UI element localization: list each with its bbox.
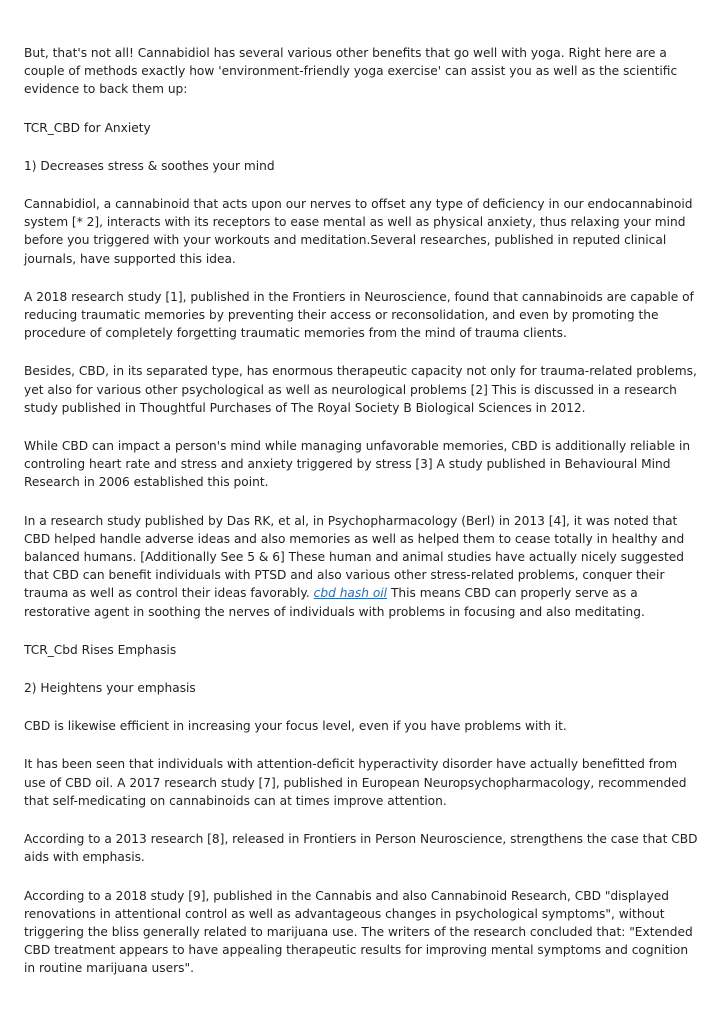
das-study-text-after: This means CBD can properly serve as a restorative agent in soothing the nerves of individuals with problems in focusing and also meditating. [24, 586, 645, 619]
subheading-heightens-emphasis: 2) Heightens your emphasis [24, 681, 196, 696]
section-heading-anxiety: TCR_CBD for Anxiety [24, 120, 151, 135]
cbd-hash-oil-link[interactable]: cbd hash oil [313, 586, 388, 601]
subheading-stress: 1) Decreases stress & soothes your mind [24, 158, 275, 173]
paragraph-2013-research: According to a 2013 research [8], released in Frontiers in Person Neuroscience, strengthens the case that CBD aids with emphasis. [24, 832, 698, 865]
paragraph-das-study [24, 512, 700, 621]
paragraph-cannabidiol-system: Cannabidiol, a cannabinoid that acts upon our nerves to offset any type of deficiency in our endocannabinoid system [* 2], interacts with its receptors to ease mental as well as physical anxiety, thus relaxing your mind before you triggered with your workouts and meditation.Several researches, published in reputed clinical journals, have supported this idea. [24, 197, 693, 266]
paragraph-2018-study: A 2018 research study [1], published in the Frontiers in Neuroscience, found that cannabinoids are capable of reducing traumatic memories by preventing their access or reconsolidation, and even by promoting the procedure of completely forgetting traumatic memories from the mind of trauma clients. [24, 289, 694, 341]
paragraph-2018-cannabis-study: According to a 2018 study [9], published in the Cannabis and also Cannabinoid Research, CBD "displayed renovations in attentional control as well as advantageous changes in psychological symptoms", without triggering the bliss generally related to marijuana use. The writers of the research concluded that: "Extended CBD treatment appears to have appealing therapeutic results for improving mental symptoms and cognition in routine marijuana users". [24, 888, 693, 976]
paragraph-adhd: It has been seen that individuals with attention-deficit hyperactivity disorder have actually benefitted from use of CBD oil. A 2017 research study [7], published in European Neuropsychopharmacology, recommended that self-medicating on cannabinoids can at times improve attention. [24, 757, 687, 808]
paragraph-therapeutic-capacity: Besides, CBD, in its separated type, has enormous therapeutic capacity not only for trauma-related problems, yet also for various other psychological as well as neurological problems [2] This is discussed in a research study published in Thoughtful Purchases of The Royal Society B Biological Sciences in 2012. [24, 364, 697, 415]
paragraph-focus-level: CBD is likewise efficient in increasing your focus level, even if you have problems with it. [24, 719, 567, 734]
paragraph-heart-rate: While CBD can impact a person's mind while managing unfavorable memories, CBD is additionally reliable in controling heart rate and stress and anxiety triggered by stress [3] A study published in Behavioural Mind Research in 2006 established this point. [24, 439, 691, 490]
article-body [24, 44, 700, 998]
das-study-text-before: In a research study published by Das RK, et al, in Psychopharmacology (Berl) in 2013 [4], it was noted that CBD helped handle adverse ideas and also memories as well as helped them to cease totally in healthy and balanced humans. [Additionally See 5 & 6] These human and animal studies have actually nicely suggested that CBD can benefit individuals with PTSD and also various other stress-related problems, conquer their trauma as well as control their ideas favorably. [24, 513, 685, 601]
intro-paragraph: But, that's not all! Cannabidiol has several various other benefits that go well with yoga. Right here are a couple of methods exactly how 'environment-friendly yoga exercise' can assist you as well as the scientific evidence to back them up: [24, 46, 678, 97]
section-heading-emphasis: TCR_Cbd Rises Emphasis [24, 642, 177, 657]
